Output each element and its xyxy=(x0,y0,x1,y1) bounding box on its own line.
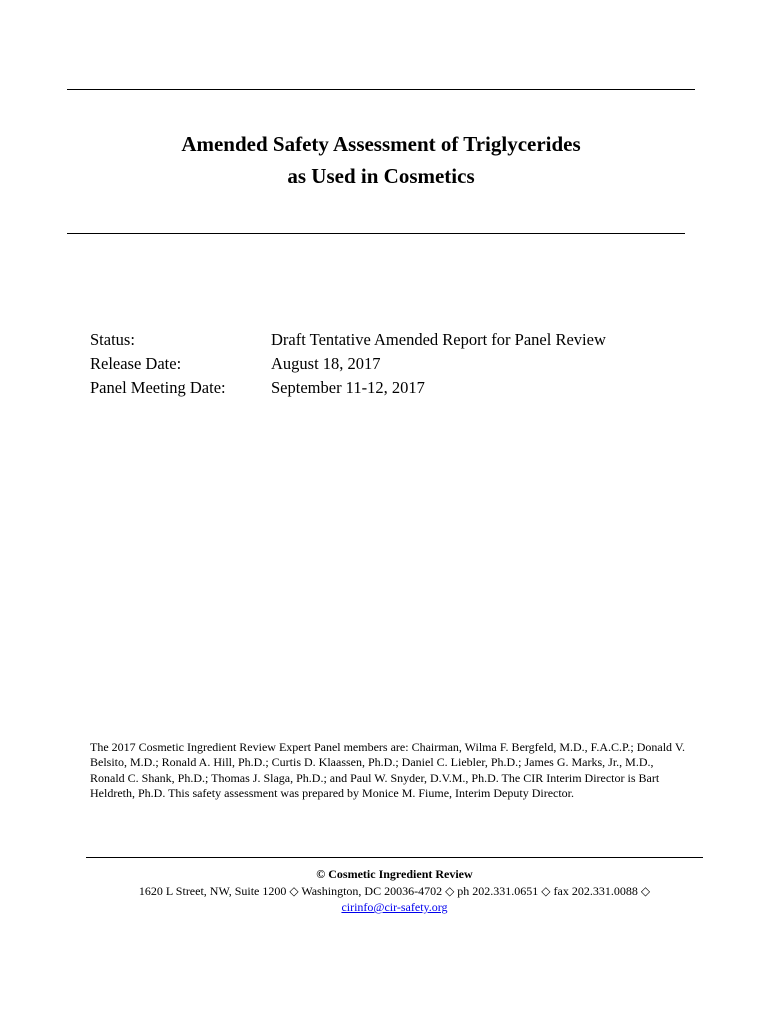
title-bottom-rule xyxy=(67,233,685,234)
release-date-label: Release Date: xyxy=(90,354,182,373)
status-label: Status: xyxy=(90,330,135,349)
panel-meeting-date-label: Panel Meeting Date: xyxy=(90,378,226,397)
status-value: Draft Tentative Amended Report for Panel Review xyxy=(271,330,606,349)
footer-organization: © Cosmetic Ingredient Review xyxy=(316,867,473,881)
document-title-line-2: as Used in Cosmetics xyxy=(287,164,475,188)
expert-panel-note: The 2017 Cosmetic Ingredient Review Expert Panel members are: Chairman, Wilma F. Bergfeld, M.D., F.A.C.P.; Donald V. Belsito, M.D.; Ronald A. Hill, Ph.D.; Curtis D. Klaassen, Ph.D.; Daniel C. Liebler, Ph.D.; James G. Marks, Jr., M.D., Ronald C. Shank, Ph.D.; Thomas J. Slaga, Ph.D.; and Paul W. Snyder, D.V.M., Ph.D. The CIR Interim Director is Bart Heldreth, Ph.D. This safety assessment was prepared by Monice M. Fiume, Interim Deputy Director. xyxy=(90,740,685,800)
release-date-value: August 18, 2017 xyxy=(271,354,381,373)
document-title-line-1: Amended Safety Assessment of Triglycerides xyxy=(181,132,581,156)
footer-email-link[interactable]: cirinfo@cir-safety.org xyxy=(341,900,448,914)
footer-rule xyxy=(86,857,703,858)
footer-address: 1620 L Street, NW, Suite 1200 ◇ Washington, DC 20036-4702 ◇ ph 202.331.0651 ◇ fax 202.331.0088 ◇ xyxy=(138,884,651,898)
panel-meeting-date-value: September 11-12, 2017 xyxy=(271,378,425,397)
top-rule xyxy=(67,89,695,90)
